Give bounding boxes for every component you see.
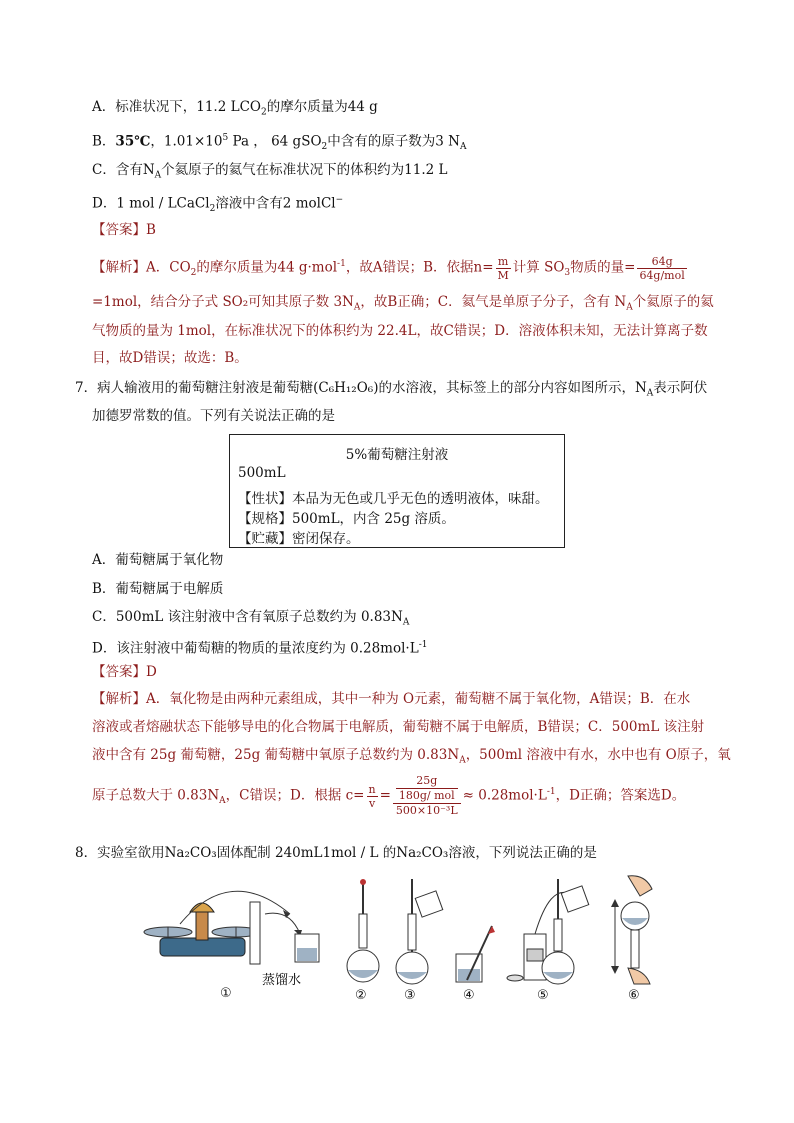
q6-analysis-line2: =1mol，结合分子式 SO₂可知其原子数 $3N_A$，故B正确；C．氦气是单原子分子，含有 $N_A$个氦原子的氦 xyxy=(92,294,714,313)
fraction-n-over-v: $\frac{n}{v}$ xyxy=(368,782,376,810)
fig-water-label: 蒸馏水 xyxy=(262,973,302,988)
q7-analysis-line3: 液中含有 25g 葡萄糖，25g 葡萄糖中氧原子总数约为 $0.83N_A$，500ml 溶液中有水，水中也有 O原子，氧 xyxy=(92,747,731,766)
volumetric-flask-pouring-icon xyxy=(396,879,443,984)
label-storage: 【贮藏】密闭保存。 xyxy=(238,531,360,547)
q7-analysis-line1: 【解析】A．氧化物是由两种元素组成，其中一种为 O元素，葡萄糖不属于氧化物，A错误；B．在水 xyxy=(92,691,691,707)
q7-analysis-line4: 原子总数大于 $0.83N_A$，C错误；D．根据 c= $\frac{n}{v}$ = 25g 180g/ mol 500×10⁻³L ≈ $0.28mol\cdot L^{-1}$，D正确；答案选D。 xyxy=(92,774,686,817)
q7-option-d: D．该注射液中葡萄糖的物质的量浓度约为 $0.28mol\cdot L^{-1}$ xyxy=(92,640,428,657)
fraction-concentration: 25g 180g/ mol 500×10⁻³L xyxy=(393,774,461,818)
injection-label-box xyxy=(229,434,565,548)
q7-stem-line1: 7．病人输液用的葡萄糖注射液是葡萄糖(C₆H₁₂O₆)的水溶液，其标签上的部分内容如图所示，$N_A$表示阿伏 xyxy=(75,380,708,399)
q6-analysis-line3: 气物质的量为 1mol，在标准状况下的体积约为 22.4L，故C错误；D．溶液体积未知，无法计算离子数 xyxy=(92,323,708,339)
fig-label-1: ① xyxy=(220,986,232,1001)
fig-label-5: ⑤ xyxy=(537,988,549,1003)
q7-option-b: B．葡萄糖属于电解质 xyxy=(92,581,224,597)
q6-option-a: A．标准状况下，11.2 $LCO_2$的摩尔质量为44 g xyxy=(92,99,378,118)
q6-option-b: B．35℃，$1.01\times 10^5$ Pa ， 64 gSO$_2$中含有的原子数为3 $N_A$ xyxy=(92,133,467,153)
fig-label-3: ③ xyxy=(404,988,416,1003)
q6-option-d: D．1 mol / LCaCl$_2$溶液中含有2 molCl− xyxy=(92,195,344,215)
fig-label-6: ⑥ xyxy=(628,988,640,1003)
q6-answer: 【答案】B xyxy=(92,222,156,238)
fig-label-4: ④ xyxy=(463,988,475,1003)
label-volume: 500mL xyxy=(238,465,286,481)
fraction-m-over-M: $\frac{m}{M}$ xyxy=(497,254,509,282)
label-property: 【性状】本品为无色或几乎无色的透明液体，味甜。 xyxy=(238,491,549,507)
lab-procedure-figure xyxy=(140,874,680,1009)
volumetric-flask-dropper-icon xyxy=(347,879,379,982)
label-spec: 【规格】500mL，内含 25g 溶质。 xyxy=(238,511,455,527)
q6-option-c: C．含有$N_A$个氦原子的氦气在标准状况下的体积约为11.2 L xyxy=(92,162,448,181)
q6-analysis-line4: 目，故D错误；故选：B。 xyxy=(92,350,248,366)
q8-stem: 8．实验室欲用Na₂CO₃固体配制 240mL1mol / L 的Na₂CO₃溶液，下列说法正确的是 xyxy=(75,845,597,861)
q7-analysis-line2: 溶液或者熔融状态下能够导电的化合物属于电解质，葡萄糖不属于电解质，B错误；C．500mL 该注射 xyxy=(92,719,705,735)
label-title: 5%葡萄糖注射液 xyxy=(345,447,449,463)
q7-answer: 【答案】D xyxy=(92,664,157,680)
flask-inversion-icon xyxy=(611,876,652,984)
fig-label-2: ② xyxy=(355,988,367,1003)
fraction-64g: $\frac{64g}{\text{64g/mol}}$ xyxy=(639,254,685,282)
beaker-stirring-icon xyxy=(456,926,495,982)
reagent-bottle-flask-icon xyxy=(507,879,589,984)
q7-stem-line2: 加德罗常数的值。下列有关说法正确的是 xyxy=(92,408,335,424)
q7-option-a: A．葡萄糖属于氧化物 xyxy=(92,552,224,568)
balance-icon xyxy=(144,891,290,956)
q7-option-c: C．500mL 该注射液中含有氧原子总数约为 $0.83N_A$ xyxy=(92,609,410,628)
q6-analysis-line1: 【解析】A．$CO_2$的摩尔质量为44 g·mol$^{-1}$，故A错误；B．依据n= $\frac{m}{M}$ 计算 $SO_3$物质的量= $\frac{64g}{\text{64g/mol}}$ xyxy=(92,254,685,282)
